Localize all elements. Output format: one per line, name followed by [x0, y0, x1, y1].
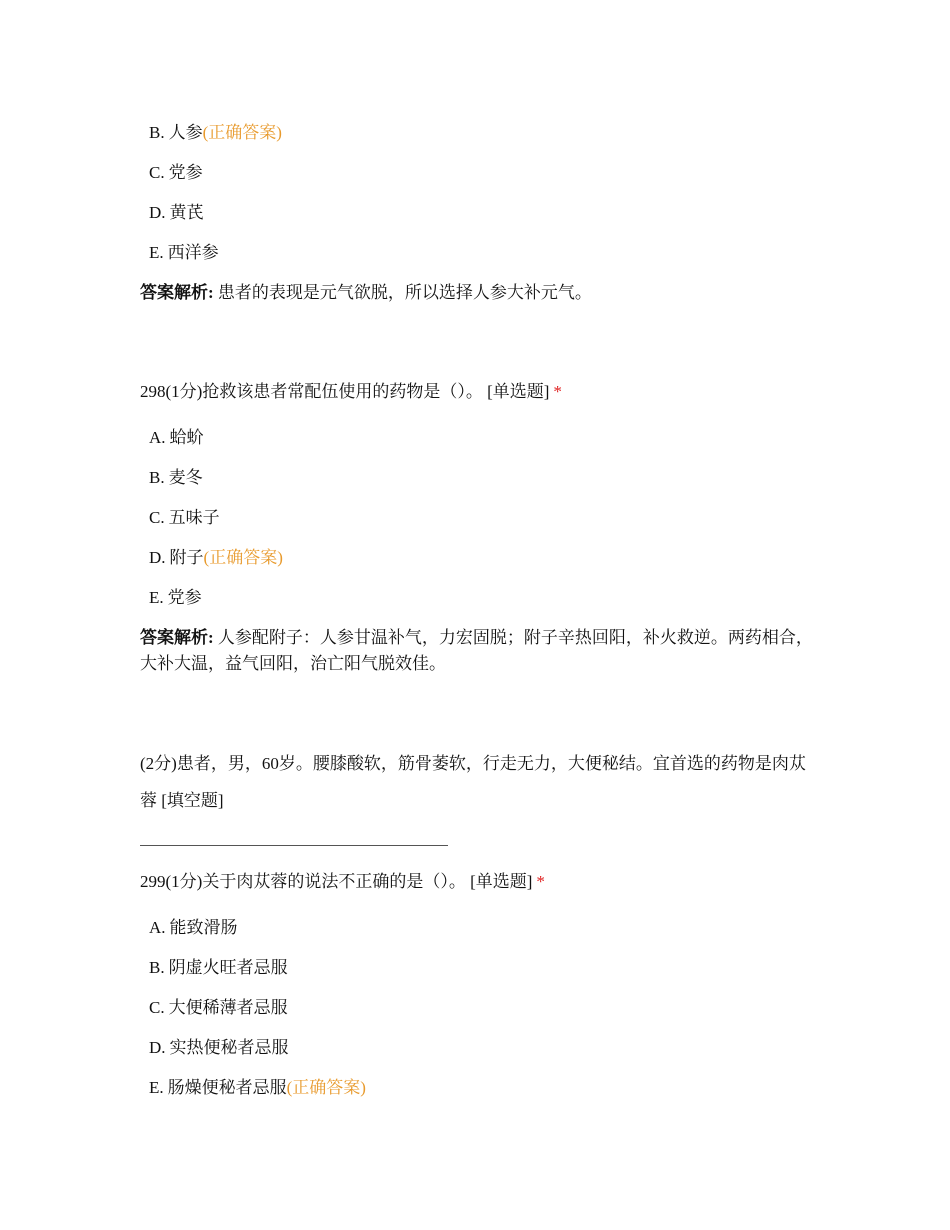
option-text: 能致滑肠 — [169, 918, 238, 937]
option-letter: E. — [149, 588, 164, 607]
fill-answer-line — [140, 845, 448, 846]
option-letter: D. — [149, 548, 166, 567]
option-letter: B. — [149, 958, 165, 977]
q299-option-c — [149, 997, 288, 1019]
option-letter: A. — [149, 918, 166, 937]
q299-option-b — [149, 957, 288, 979]
required-mark: * — [536, 872, 545, 891]
q298-option-b — [149, 467, 203, 489]
q299-option-d — [149, 1037, 289, 1059]
option-letter: C. — [149, 998, 165, 1017]
correct-answer-label: (正确答案) — [286, 1078, 366, 1097]
option-letter: A. — [149, 428, 166, 447]
q299-option-e — [149, 1077, 366, 1099]
option-text: 麦冬 — [168, 468, 203, 487]
fill-question — [140, 745, 820, 819]
option-letter: E. — [149, 1078, 164, 1097]
option-letter: C. — [149, 508, 165, 527]
option-letter: B. — [149, 468, 165, 487]
q298-option-e — [149, 587, 202, 609]
option-text: 党参 — [167, 588, 202, 607]
option-letter: D. — [149, 1038, 166, 1057]
q298-option-a — [149, 427, 204, 449]
required-mark: * — [553, 382, 562, 401]
q297-option-e — [149, 242, 219, 264]
q299-title — [140, 871, 545, 893]
q297-option-d — [149, 202, 204, 224]
option-text: 蛤蚧 — [169, 428, 204, 447]
option-letter: C. — [149, 163, 165, 182]
option-text: 附子 — [169, 548, 204, 567]
q298-title — [140, 381, 562, 403]
q297-option-b — [149, 122, 282, 144]
explanation-text: 人参配附子：人参甘温补气，力宏固脱；附子辛热回阳，补火救逆。两药相合，大补大温，益气回阳，治亡阳气脱效佳。 — [140, 628, 813, 673]
question-text: 299(1分)关于肉苁蓉的说法不正确的是（）。 [单选题] — [140, 872, 533, 891]
explanation-text: 患者的表现是元气欲脱，所以选择人参大补元气。 — [217, 283, 592, 302]
option-text: 实热便秘者忌服 — [169, 1038, 289, 1057]
option-text: 黄芪 — [169, 203, 204, 222]
option-text: 西洋参 — [167, 243, 219, 262]
correct-answer-label: (正确答案) — [203, 548, 283, 567]
explanation-label: 答案解析: — [140, 283, 214, 302]
question-text: 298(1分)抢救该患者常配伍使用的药物是（）。 [单选题] — [140, 382, 550, 401]
option-letter: D. — [149, 203, 166, 222]
option-text: 阴虚火旺者忌服 — [168, 958, 288, 977]
q298-option-d — [149, 547, 283, 569]
option-letter: E. — [149, 243, 164, 262]
option-text: 人参 — [168, 123, 203, 142]
q298-option-c — [149, 507, 220, 529]
q297-explanation — [140, 280, 820, 306]
option-text: 大便稀薄者忌服 — [168, 998, 288, 1017]
correct-answer-label: (正确答案) — [202, 123, 282, 142]
option-text: 党参 — [168, 163, 203, 182]
fill-question-text: (2分)患者，男，60岁。腰膝酸软，筋骨萎软，行走无力，大便秘结。宜首选的药物是肉苁蓉 [填空题] — [140, 754, 806, 810]
q297-option-c — [149, 162, 203, 184]
option-text: 五味子 — [168, 508, 220, 527]
option-text: 肠燥便秘者忌服 — [167, 1078, 287, 1097]
q298-explanation — [140, 625, 820, 677]
option-letter: B. — [149, 123, 165, 142]
q299-option-a — [149, 917, 238, 939]
explanation-label: 答案解析: — [140, 628, 214, 647]
